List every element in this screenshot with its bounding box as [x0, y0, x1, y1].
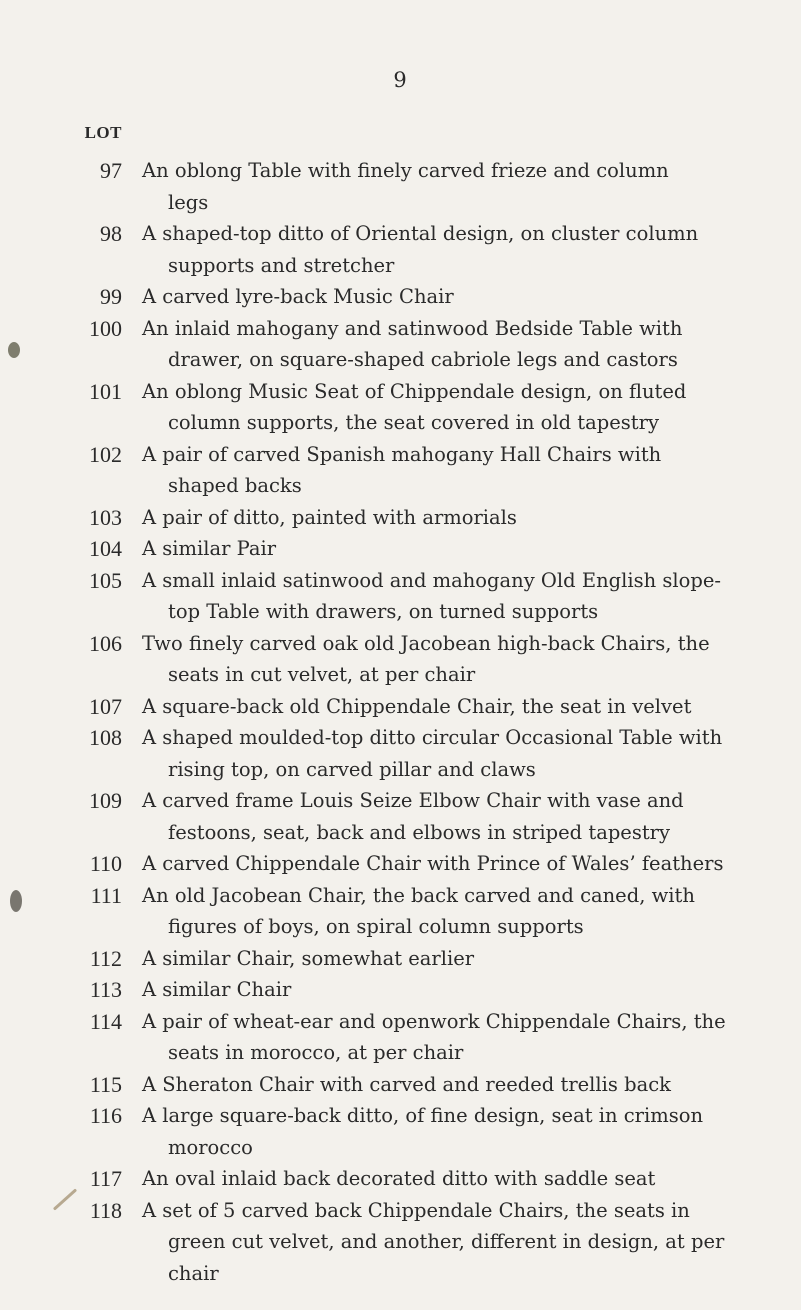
lot-list [0, 155, 801, 1289]
lot-number: 115 [89, 1071, 122, 1097]
lot-number: 104 [89, 536, 122, 561]
lot-description-line: An oblong Table with finely carved frieze and column [142, 159, 669, 182]
lot-entry [0, 502, 801, 534]
lot-number: 106 [89, 630, 122, 656]
lot-description-line: An inlaid mahogany and satinwood Bedside Table with [142, 316, 683, 340]
lot-number: 99 [100, 284, 122, 309]
lot-number: 118 [89, 1197, 122, 1223]
lot-description-line: A similar Pair [142, 537, 277, 560]
lot-description-line: A similar Chair [142, 978, 292, 1001]
lot-entry [0, 848, 801, 880]
lot-description [142, 1163, 764, 1195]
lot-description [142, 218, 764, 281]
lot-description [142, 1100, 764, 1163]
lot-description-line: A pair of ditto, painted with armorials [142, 505, 517, 529]
lot-number: 112 [89, 945, 122, 971]
lot-description-line: Two finely carved oak old Jacobean high-back Chairs, the [142, 631, 710, 655]
lot-description [142, 974, 764, 1006]
lot-entry [0, 155, 801, 218]
lot-description-line: green cut velvet, and another, different in design, at per [168, 1230, 725, 1253]
lot-entry [0, 1069, 801, 1101]
lot-description [142, 628, 764, 691]
lot-description-line: top Table with drawers, on turned supports [168, 600, 599, 623]
lot-entry [0, 218, 801, 281]
lot-entry [0, 439, 801, 502]
lot-entry [0, 1195, 801, 1290]
lot-description [142, 281, 764, 313]
lot-number: 107 [89, 693, 122, 719]
lot-description-line: festoons, seat, back and elbows in striped tapestry [168, 820, 671, 844]
lot-entry [0, 565, 801, 628]
lot-description-line: seats in morocco, at per chair [168, 1041, 464, 1064]
lot-number: 108 [89, 725, 122, 750]
lot-entry [0, 1006, 801, 1069]
lot-description [142, 313, 764, 376]
lot-entry [0, 943, 801, 975]
lot-description-line: An oblong Music Seat of Chippendale design, on fluted [142, 379, 687, 403]
lot-description-line: figures of boys, on spiral column supports [168, 915, 584, 938]
lot-description [142, 848, 764, 880]
lot-number: 101 [89, 378, 122, 404]
lot-description-line: A pair of carved Spanish mahogany Hall Chairs with [142, 442, 662, 466]
lot-description [142, 722, 764, 785]
lot-description-line: A pair of wheat-ear and openwork Chippendale Chairs, the [142, 1009, 726, 1033]
lot-description [142, 1195, 764, 1290]
lot-description-line: legs [168, 190, 209, 214]
lot-number: 111 [90, 882, 122, 908]
lot-description-line: column supports, the seat covered in old tapestry [168, 411, 659, 434]
lot-description-line: An old Jacobean Chair, the back carved and caned, with [142, 883, 695, 907]
lot-entry [0, 691, 801, 723]
lot-number: 117 [89, 1166, 122, 1191]
lot-entry [0, 1163, 801, 1195]
lot-number: 98 [100, 221, 122, 246]
lot-description-line: shaped backs [168, 474, 302, 497]
lot-entry [0, 880, 801, 943]
lot-description [142, 943, 764, 975]
lot-number: 109 [89, 788, 122, 813]
lot-entry [0, 281, 801, 313]
lot-column-header: LOT [84, 123, 122, 142]
lot-description-line: A carved Chippendale Chair with Prince of Wales’ feathers [142, 852, 724, 875]
lot-entry [0, 628, 801, 691]
lot-description-line: A shaped-top ditto of Oriental design, on cluster column [142, 222, 699, 245]
lot-entry [0, 1100, 801, 1163]
lot-description-line: drawer, on square-shaped cabriole legs and castors [168, 348, 678, 371]
lot-description-line: A set of 5 carved back Chippendale Chairs, the seats in [142, 1198, 690, 1222]
lot-number: 116 [89, 1103, 122, 1128]
lot-number: 105 [89, 567, 122, 593]
lot-description [142, 565, 764, 628]
lot-description-line: A Sheraton Chair with carved and reeded trellis back [142, 1072, 671, 1096]
lot-description-line: A square-back old Chippendale Chair, the seat in velvet [142, 694, 692, 718]
lot-description-line: rising top, on carved pillar and claws [168, 757, 536, 781]
lot-description [142, 1006, 764, 1069]
lot-number: 100 [89, 315, 122, 341]
lot-description-line: A shaped moulded-top ditto circular Occasional Table with [142, 726, 723, 749]
lot-entry [0, 533, 801, 565]
lot-description [142, 502, 764, 534]
lot-description-line: morocco [168, 1135, 253, 1159]
lot-description [142, 439, 764, 502]
lot-entry [0, 313, 801, 376]
lot-description-line: An oval inlaid back decorated ditto with saddle seat [142, 1167, 656, 1190]
lot-entry [0, 785, 801, 848]
lot-description-line: A small inlaid satinwood and mahogany Old English slope- [142, 568, 721, 592]
lot-description [142, 691, 764, 723]
lot-number: 103 [89, 504, 122, 530]
lot-entry [0, 376, 801, 439]
lot-description [142, 376, 764, 439]
lot-number: 97 [100, 158, 122, 183]
lot-description [142, 155, 764, 218]
lot-number: 110 [89, 851, 122, 876]
lot-description [142, 1069, 764, 1101]
lot-number: 102 [89, 441, 122, 467]
lot-description [142, 880, 764, 943]
lot-number: 113 [89, 977, 122, 1002]
lot-description-line: seats in cut velvet, at per chair [168, 663, 476, 686]
lot-entry [0, 974, 801, 1006]
lot-description-line: A carved lyre-back Music Chair [142, 285, 454, 308]
page-number: 9 [393, 68, 407, 92]
lot-entry [0, 722, 801, 785]
lot-description [142, 533, 764, 565]
lot-description-line: chair [168, 1261, 219, 1285]
lot-description-line: A similar Chair, somewhat earlier [142, 946, 475, 970]
lot-description-line: supports and stretcher [168, 253, 395, 277]
lot-description-line: A carved frame Louis Seize Elbow Chair with vase and [142, 789, 684, 812]
lot-description [142, 785, 764, 848]
lot-number: 114 [89, 1008, 122, 1034]
lot-description-line: A large square-back ditto, of fine design, seat in crimson [142, 1104, 704, 1127]
